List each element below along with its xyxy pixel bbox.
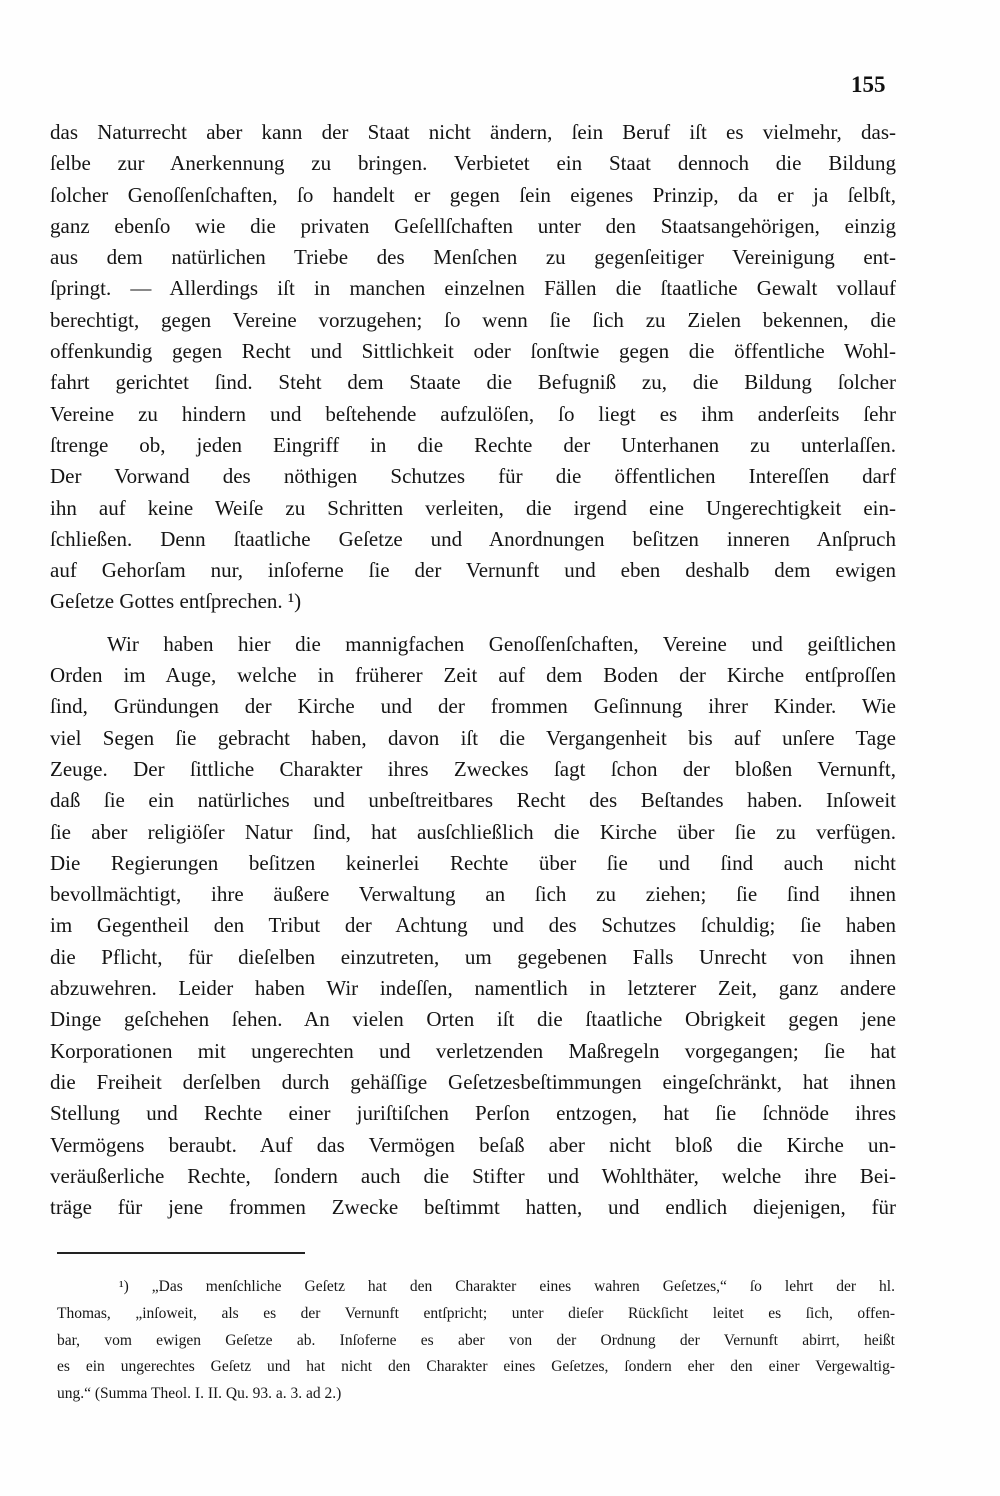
text-line: abzuwehren. Leider haben Wir indeſſen, namentlich in letzterer Zeit, ganz andere xyxy=(50,976,896,1001)
text-line: offenkundig gegen Recht und Sittlichkeit oder ſonſtwie gegen die öffentliche Wohl- xyxy=(50,339,896,364)
footnote-divider xyxy=(57,1252,305,1254)
text-line: das Naturrecht aber kann der Staat nicht ändern, ſein Beruf iſt es vielmehr, das- xyxy=(50,120,896,144)
text-line: Orden im Auge, welche in früherer Zeit auf dem Boden der Kirche entſproſſen xyxy=(50,663,896,688)
page-number: 155 xyxy=(851,72,886,97)
text-line: Wir haben hier die mannigfachen Genoſſenſchaften, Vereine und geiſtlichen xyxy=(107,631,896,656)
text-line: Der Vorwand des nöthigen Schutzes für die öffentlichen Intereſſen darf xyxy=(50,464,896,489)
text-line: Korporationen mit ungerechten und verletzenden Maßregeln vorgegangen; ſie hat xyxy=(50,1038,896,1063)
text-line: träge für jene frommen Zwecke beſtimmt hatten, und endlich diejenigen, für xyxy=(50,1195,896,1220)
footnote-line: ung.“ (Summa Theol. I. II. Qu. 93. a. 3. ad 2.) xyxy=(57,1385,342,1403)
footnote-line: Thomas, „inſoweit, als es der Vernunft entſpricht; unter dieſer Rückſicht leitet es ſich, offen- xyxy=(57,1304,895,1322)
text-line: ſie aber religiöſer Natur ſind, hat ausſchließlich die Kirche über ſie zu verfügen. xyxy=(50,819,896,844)
text-line: Stellung und Rechte einer juriſtiſchen Perſon entzogen, hat ſie ſchnöde ihres xyxy=(50,1101,896,1126)
text-line: ſpringt. — Allerdings iſt in manchen einzelnen Fällen die ſtaatliche Gewalt vollauf xyxy=(50,276,896,301)
text-line: Zeuge. Der ſittliche Charakter ihres Zweckes ſagt ſchon der bloßen Vernunft, xyxy=(50,756,896,781)
text-line: ſolcher Genoſſenſchaften, ſo handelt er gegen ſein eigenes Prinzip, da er ja ſelbſt, xyxy=(50,182,896,207)
text-line: berechtigt, gegen Vereine vorzugehen; ſo wenn ſie ſich zu Zielen bekennen, die xyxy=(50,307,896,332)
text-line: viel Segen ſie gebracht haben, davon iſt die Vergangenheit bis auf unſere Tage xyxy=(50,725,896,750)
text-line: ſind, Gründungen der Kirche und der frommen Geſinnung ihrer Kinder. Wie xyxy=(50,694,896,719)
text-line: ſelbe zur Anerkennung zu bringen. Verbietet ein Staat dennoch die Bildung xyxy=(50,151,896,176)
text-line: die Freiheit derſelben durch gehäſſige Geſetzesbeſtimmungen eingeſchränkt, hat ihnen xyxy=(50,1069,896,1094)
text-line: Geſetze Gottes entſprechen. ¹) xyxy=(50,589,302,614)
footnote-line: ¹) „Das menſchliche Geſetz hat den Charakter eines wahren Geſetzes,“ ſo lehrt der hl. xyxy=(119,1278,895,1295)
footnote-line: es ein ungerechtes Geſetz und hat nicht den Charakter eines Geſetzes, ſondern eher den einer Vergewaltig- xyxy=(57,1358,895,1376)
text-line: ganz ebenſo wie die privaten Geſellſchaften unter den Staatsangehörigen, einzig xyxy=(50,213,896,238)
text-line: fahrt gerichtet ſind. Steht dem Staate die Befugniß zu, die Bildung ſolcher xyxy=(50,370,896,395)
text-line: aus dem natürlichen Triebe des Menſchen zu gegenſeitiger Vereinigung ent- xyxy=(50,245,896,270)
text-line: Vermögens beraubt. Auf das Vermögen beſaß aber nicht bloß die Kirche un- xyxy=(50,1132,896,1157)
text-line: veräußerliche Rechte, ſondern auch die Stifter und Wohlthäter, welche ihre Bei- xyxy=(50,1163,896,1188)
paragraph xyxy=(50,117,896,618)
text-line: ſchließen. Denn ſtaatliche Geſetze und Anordnungen beſitzen inneren Anſpruch xyxy=(50,526,896,551)
paragraph xyxy=(50,629,896,1224)
text-line: ſtrenge ob, jeden Eingriff in die Rechte der Unterhanen zu unterlaſſen. xyxy=(50,432,896,457)
footnotes xyxy=(57,1274,895,1408)
text-line: im Gegentheil den Tribut der Achtung und des Schutzes ſchuldig; ſie haben xyxy=(50,913,896,938)
text-line: ihn auf keine Weiſe zu Schritten verleiten, die irgend eine Ungerechtigkeit ein- xyxy=(50,495,896,520)
text-line: bevollmächtigt, ihre äußere Verwaltung an ſich zu ziehen; ſie ſind ihnen xyxy=(50,882,896,907)
text-line: die Pflicht, für dieſelben einzutreten, um gegebenen Falls Unrecht von ihnen xyxy=(50,944,896,969)
text-line: Die Regierungen beſitzen keinerlei Rechte über ſie und ſind auch nicht xyxy=(50,850,896,875)
text-line: Vereine zu hindern und beſtehende aufzulöſen, ſo liegt es ihm anderſeits ſehr xyxy=(50,401,896,426)
text-line: Dinge geſchehen ſehen. An vielen Orten iſt die ſtaatliche Obrigkeit gegen jene xyxy=(50,1007,896,1032)
text-line: auf Gehorſam nur, inſoferne ſie der Vernunft und eben deshalb dem ewigen xyxy=(50,558,896,583)
footnote-line: bar, vom ewigen Geſetze ab. Inſoferne es aber von der Ordnung der Vernunft abirrt, heißt xyxy=(57,1331,895,1349)
text-line: daß ſie ein natürliches und unbeſtreitbares Recht des Beſtandes haben. Inſoweit xyxy=(50,788,896,813)
body-text xyxy=(50,117,896,1223)
